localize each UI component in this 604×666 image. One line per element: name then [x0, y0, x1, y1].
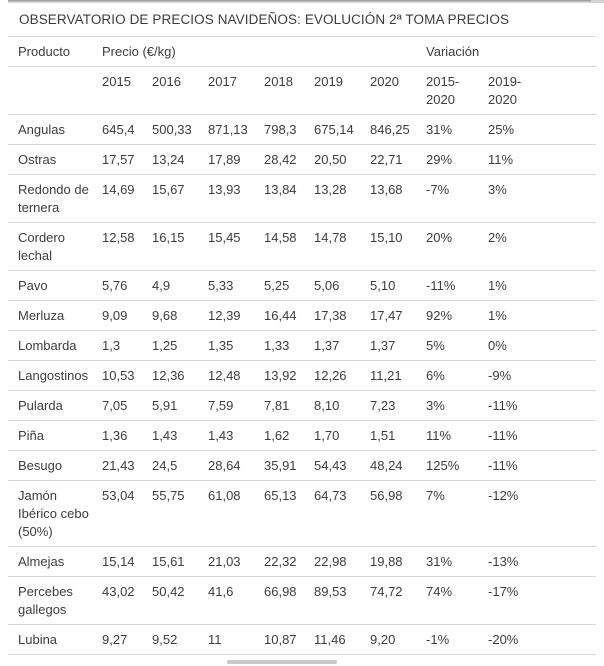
table-row: [8, 175, 596, 223]
product-cell: Almejas: [8, 547, 92, 577]
price-cell: 9,27: [92, 625, 142, 655]
table-row: [8, 115, 596, 145]
price-cell: 14,58: [254, 223, 304, 271]
price-cell: 10,87: [254, 625, 304, 655]
price-cell: 500,33: [142, 115, 198, 145]
row-spacer: [540, 145, 596, 175]
row-spacer: [540, 577, 596, 625]
price-cell: 1,36: [92, 421, 142, 451]
column-group-precio: Precio (€/kg): [92, 37, 416, 67]
price-cell: 1,51: [360, 421, 416, 451]
product-cell: Angulas: [8, 115, 92, 145]
variation-cell: 1%: [478, 271, 540, 301]
price-cell: 13,28: [304, 175, 360, 223]
row-spacer: [540, 451, 596, 481]
table-row: [8, 271, 596, 301]
price-cell: 13,84: [254, 175, 304, 223]
price-cell: 65,13: [254, 481, 304, 547]
header-spacer: [8, 67, 92, 115]
price-cell: 13,93: [198, 175, 254, 223]
price-cell: 11: [198, 625, 254, 655]
price-cell: 9,52: [142, 625, 198, 655]
variation-cell: -12%: [478, 481, 540, 547]
price-cell: 54,43: [304, 451, 360, 481]
column-header-var-2019-2020: 2019-2020: [478, 67, 540, 115]
row-spacer: [540, 223, 596, 271]
variation-cell: -11%: [478, 391, 540, 421]
price-cell: 53,04: [92, 481, 142, 547]
variation-cell: -11%: [416, 271, 478, 301]
price-cell: 4,9: [142, 271, 198, 301]
price-cell: 5,25: [254, 271, 304, 301]
price-cell: 66,98: [254, 577, 304, 625]
price-table: [8, 37, 596, 655]
price-cell: 22,98: [304, 547, 360, 577]
product-cell: Lombarda: [8, 331, 92, 361]
variation-cell: 74%: [416, 577, 478, 625]
horizontal-scrollbar-bottom-thumb[interactable]: [227, 660, 337, 664]
price-cell: 55,75: [142, 481, 198, 547]
table-row: [8, 451, 596, 481]
column-header-2020: 2020: [360, 67, 416, 115]
price-cell: 645,4: [92, 115, 142, 145]
table-row: [8, 223, 596, 271]
column-header-2017: 2017: [198, 67, 254, 115]
group-header-row: [8, 37, 596, 67]
price-cell: 17,38: [304, 301, 360, 331]
product-cell: Percebes gallegos: [8, 577, 92, 625]
price-cell: 1,35: [198, 331, 254, 361]
variation-cell: 3%: [478, 175, 540, 223]
variation-cell: -13%: [478, 547, 540, 577]
variation-cell: -1%: [416, 625, 478, 655]
variation-cell: -9%: [478, 361, 540, 391]
product-cell: Langostinos: [8, 361, 92, 391]
price-cell: 15,45: [198, 223, 254, 271]
product-cell: Lubina: [8, 625, 92, 655]
table-row: [8, 391, 596, 421]
row-spacer: [540, 391, 596, 421]
price-cell: 12,36: [142, 361, 198, 391]
price-cell: 1,43: [198, 421, 254, 451]
variation-cell: 0%: [478, 331, 540, 361]
price-cell: 16,44: [254, 301, 304, 331]
price-cell: 15,67: [142, 175, 198, 223]
variation-cell: 11%: [416, 421, 478, 451]
price-cell: 7,05: [92, 391, 142, 421]
variation-cell: 31%: [416, 115, 478, 145]
price-cell: 8,10: [304, 391, 360, 421]
price-cell: 12,48: [198, 361, 254, 391]
header-spacer: [540, 37, 596, 67]
price-cell: 5,76: [92, 271, 142, 301]
price-cell: 74,72: [360, 577, 416, 625]
price-cell: 11,21: [360, 361, 416, 391]
price-cell: 1,70: [304, 421, 360, 451]
variation-cell: 2%: [478, 223, 540, 271]
row-spacer: [540, 331, 596, 361]
price-cell: 5,10: [360, 271, 416, 301]
column-group-variacion: Variación: [416, 37, 540, 67]
product-cell: Pavo: [8, 271, 92, 301]
price-cell: 15,61: [142, 547, 198, 577]
row-spacer: [540, 625, 596, 655]
price-cell: 21,03: [198, 547, 254, 577]
price-cell: 5,91: [142, 391, 198, 421]
table-row: [8, 421, 596, 451]
price-cell: 41,6: [198, 577, 254, 625]
price-cell: 20,50: [304, 145, 360, 175]
product-cell: Pularda: [8, 391, 92, 421]
year-header-row: [8, 67, 596, 115]
variation-cell: 31%: [416, 547, 478, 577]
price-cell: 43,02: [92, 577, 142, 625]
price-cell: 12,39: [198, 301, 254, 331]
price-cell: 22,71: [360, 145, 416, 175]
price-cell: 13,92: [254, 361, 304, 391]
product-cell: Besugo: [8, 451, 92, 481]
row-spacer: [540, 421, 596, 451]
price-cell: 28,64: [198, 451, 254, 481]
price-cell: 12,26: [304, 361, 360, 391]
price-cell: 17,47: [360, 301, 416, 331]
row-spacer: [540, 301, 596, 331]
variation-cell: 5%: [416, 331, 478, 361]
column-header-2018: 2018: [254, 67, 304, 115]
price-cell: 50,42: [142, 577, 198, 625]
variation-cell: -17%: [478, 577, 540, 625]
variation-cell: -11%: [478, 421, 540, 451]
row-spacer: [540, 271, 596, 301]
price-cell: 9,20: [360, 625, 416, 655]
price-cell: 13,24: [142, 145, 198, 175]
table-row: [8, 331, 596, 361]
row-spacer: [540, 361, 596, 391]
price-cell: 17,89: [198, 145, 254, 175]
variation-cell: 20%: [416, 223, 478, 271]
column-header-2019: 2019: [304, 67, 360, 115]
price-cell: 12,58: [92, 223, 142, 271]
variation-cell: 29%: [416, 145, 478, 175]
price-cell: 1,37: [304, 331, 360, 361]
price-cell: 35,91: [254, 451, 304, 481]
variation-cell: 92%: [416, 301, 478, 331]
price-cell: 89,53: [304, 577, 360, 625]
variation-cell: 11%: [478, 145, 540, 175]
price-cell: 846,25: [360, 115, 416, 145]
variation-cell: 7%: [416, 481, 478, 547]
table-row: [8, 145, 596, 175]
variation-cell: 3%: [416, 391, 478, 421]
price-cell: 10,53: [92, 361, 142, 391]
price-cell: 17,57: [92, 145, 142, 175]
table-title: OBSERVATORIO DE PRECIOS NAVIDEÑOS: EVOLUCIÓN 2ª TOMA PRECIOS: [8, 3, 596, 37]
product-cell: Merluza: [8, 301, 92, 331]
header-spacer: [540, 67, 596, 115]
variation-cell: 125%: [416, 451, 478, 481]
price-cell: 15,14: [92, 547, 142, 577]
table-row: [8, 301, 596, 331]
price-cell: 22,32: [254, 547, 304, 577]
variation-cell: 25%: [478, 115, 540, 145]
row-spacer: [540, 481, 596, 547]
price-cell: 15,10: [360, 223, 416, 271]
price-cell: 9,68: [142, 301, 198, 331]
row-spacer: [540, 115, 596, 145]
price-cell: 5,06: [304, 271, 360, 301]
row-spacer: [540, 175, 596, 223]
price-cell: 7,59: [198, 391, 254, 421]
price-cell: 19,88: [360, 547, 416, 577]
price-cell: 61,08: [198, 481, 254, 547]
product-cell: Jamón Ibérico cebo (50%): [8, 481, 92, 547]
table-row: [8, 361, 596, 391]
product-cell: Redondo de ternera: [8, 175, 92, 223]
price-cell: 5,33: [198, 271, 254, 301]
column-header-var-2015-2020: 2015-2020: [416, 67, 478, 115]
price-cell: 56,98: [360, 481, 416, 547]
price-cell: 28,42: [254, 145, 304, 175]
price-cell: 24,5: [142, 451, 198, 481]
price-cell: 11,46: [304, 625, 360, 655]
price-cell: 1,3: [92, 331, 142, 361]
price-cell: 1,25: [142, 331, 198, 361]
variation-cell: 1%: [478, 301, 540, 331]
row-spacer: [540, 547, 596, 577]
product-cell: Ostras: [8, 145, 92, 175]
horizontal-scrollbar-top-thumb[interactable]: [8, 0, 591, 3]
price-cell: 1,33: [254, 331, 304, 361]
price-cell: 7,81: [254, 391, 304, 421]
price-cell: 64,73: [304, 481, 360, 547]
table-row: [8, 481, 596, 547]
price-cell: 14,78: [304, 223, 360, 271]
variation-cell: -20%: [478, 625, 540, 655]
table-row: [8, 625, 596, 655]
column-header-2015: 2015: [92, 67, 142, 115]
column-header-2016: 2016: [142, 67, 198, 115]
price-cell: 13,68: [360, 175, 416, 223]
price-cell: 48,24: [360, 451, 416, 481]
table-row: [8, 547, 596, 577]
variation-cell: -7%: [416, 175, 478, 223]
price-cell: 871,13: [198, 115, 254, 145]
variation-cell: -11%: [478, 451, 540, 481]
product-cell: Piña: [8, 421, 92, 451]
price-cell: 1,43: [142, 421, 198, 451]
price-cell: 1,62: [254, 421, 304, 451]
price-cell: 798,3: [254, 115, 304, 145]
column-header-producto: Producto: [8, 37, 92, 67]
table-row: [8, 577, 596, 625]
price-cell: 1,37: [360, 331, 416, 361]
price-cell: 7,23: [360, 391, 416, 421]
price-cell: 675,14: [304, 115, 360, 145]
price-cell: 14,69: [92, 175, 142, 223]
price-cell: 9,09: [92, 301, 142, 331]
scrollbar-corner: [591, 0, 604, 3]
product-cell: Cordero lechal: [8, 223, 92, 271]
price-cell: 21,43: [92, 451, 142, 481]
price-cell: 16,15: [142, 223, 198, 271]
variation-cell: 6%: [416, 361, 478, 391]
